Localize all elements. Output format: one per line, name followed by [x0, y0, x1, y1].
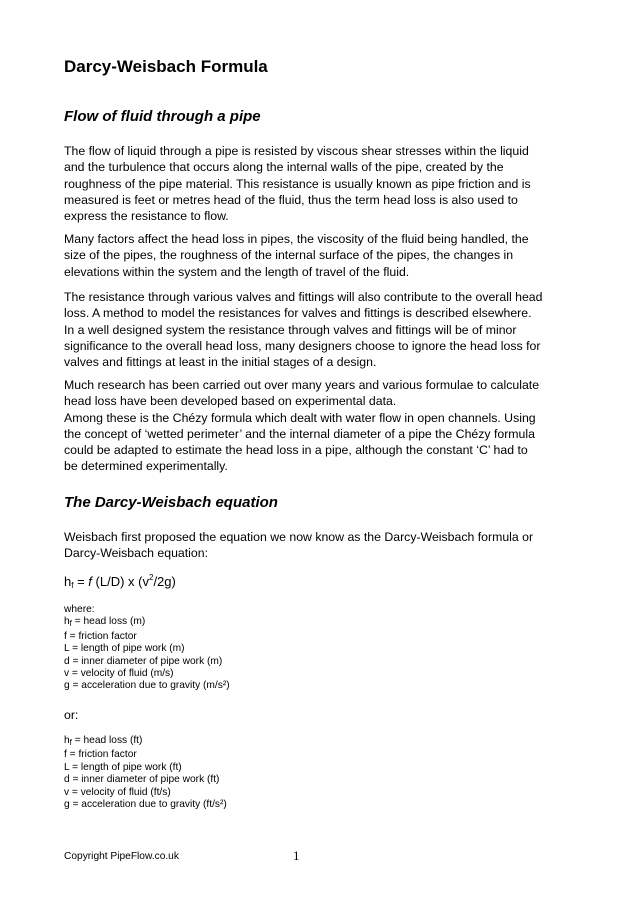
variable-row: g = acceleration due to gravity (m/s²) [64, 680, 230, 692]
variable-row: f = friction factor [64, 630, 137, 642]
page-number: 1 [293, 848, 300, 863]
section-heading-equation: The Darcy-Weisbach equation [64, 494, 278, 511]
formula-middle: (L/D) x (v [91, 574, 149, 589]
text-line: elevations within the system and the length of travel of the fluid. [64, 264, 410, 279]
text-line: Many factors affect the head loss in pipes, the viscosity of the fluid being handled, the [64, 232, 529, 246]
variable-row: L = length of pipe work (m) [64, 643, 185, 655]
formula-h-subscript: f [71, 581, 74, 590]
paragraph-research [64, 377, 574, 475]
variable-row: f = friction factor [64, 749, 137, 761]
formula-equals: = [73, 574, 89, 589]
text-line: the concept of ‘wetted perimeter’ and the internal diameter of a pipe the Chézy formula [64, 426, 535, 441]
text-line: could be adapted to estimate the head loss in a pipe, although the constant ‘C’ had to [64, 443, 528, 458]
text-line: Darcy-Weisbach equation: [64, 546, 208, 561]
variable-row: v = velocity of fluid (m/s) [64, 668, 174, 680]
text-line: express the resistance to flow. [64, 209, 229, 224]
where-label: where: [64, 604, 95, 615]
text-line: Weisbach first proposed the equation we now know as the Darcy-Weisbach formula or [64, 530, 534, 544]
text-line: and the turbulence that occurs along the internal walls of the pipe, created by the [64, 160, 504, 175]
variable-row: L = length of pipe work (ft) [64, 761, 182, 773]
footer-copyright: Copyright PipeFlow.co.uk [64, 851, 179, 862]
text-line: measured is feet or metres head of the fluid, thus the term head loss is also used to [64, 192, 518, 207]
text-line: The resistance through various valves and fittings will also contribute to the overall head [64, 290, 543, 304]
paragraph-valves [64, 289, 574, 370]
formula-superscript: 2 [148, 573, 154, 582]
formula-friction-factor: f [88, 574, 92, 589]
formula-end: /2g) [153, 574, 176, 589]
text-line: loss. A method to model the resistances for valves and fittings is described elsewhere. [64, 306, 532, 321]
variable-row: v = velocity of fluid (ft/s) [64, 786, 171, 798]
text-line: Among these is the Chézy formula which dealt with water flow in open channels. Using [64, 410, 536, 425]
darcy-weisbach-formula [64, 573, 176, 590]
paragraph-factors [64, 231, 574, 280]
text-line: roughness of the pipe material. This resistance is usually known as pipe friction and is [64, 176, 531, 191]
section-heading-flow: Flow of fluid through a pipe [64, 108, 261, 125]
paragraph-flow-intro [64, 143, 574, 224]
formula-h: h [64, 574, 72, 589]
variable-row: d = inner diameter of pipe work (m) [64, 655, 223, 667]
text-line: be determined experimentally. [64, 459, 228, 474]
text-line: valves and fittings at least in the initial stages of a design. [64, 355, 377, 370]
text-line: head loss have been developed based on experimental data. [64, 394, 397, 409]
document-title: Darcy-Weisbach Formula [64, 57, 268, 76]
text-line: In a well designed system the resistance through valves and fittings will be of minor [64, 322, 517, 337]
metric-variable-list [64, 604, 230, 693]
text-line: The flow of liquid through a pipe is resisted by viscous shear stresses within the liquid [64, 144, 529, 158]
paragraph-weisbach [64, 529, 574, 562]
variable-row: $h_f$ = head loss (m) [64, 616, 146, 629]
text-line: Much research has been carried out over many years and various formulae to calculate [64, 378, 540, 392]
imperial-variable-list [64, 735, 227, 811]
variable-row: $h_f$ = head loss (ft) [64, 735, 143, 747]
variable-row: d = inner diameter of pipe work (ft) [64, 774, 220, 786]
or-label: or: [64, 708, 79, 722]
text-line: significance to the overall head loss, many designers choose to ignore the head loss for [64, 338, 541, 353]
variable-row: g = acceleration due to gravity (ft/s²) [64, 799, 227, 811]
text-line: size of the pipes, the roughness of the internal surface of the pipes, the changes in [64, 248, 514, 263]
